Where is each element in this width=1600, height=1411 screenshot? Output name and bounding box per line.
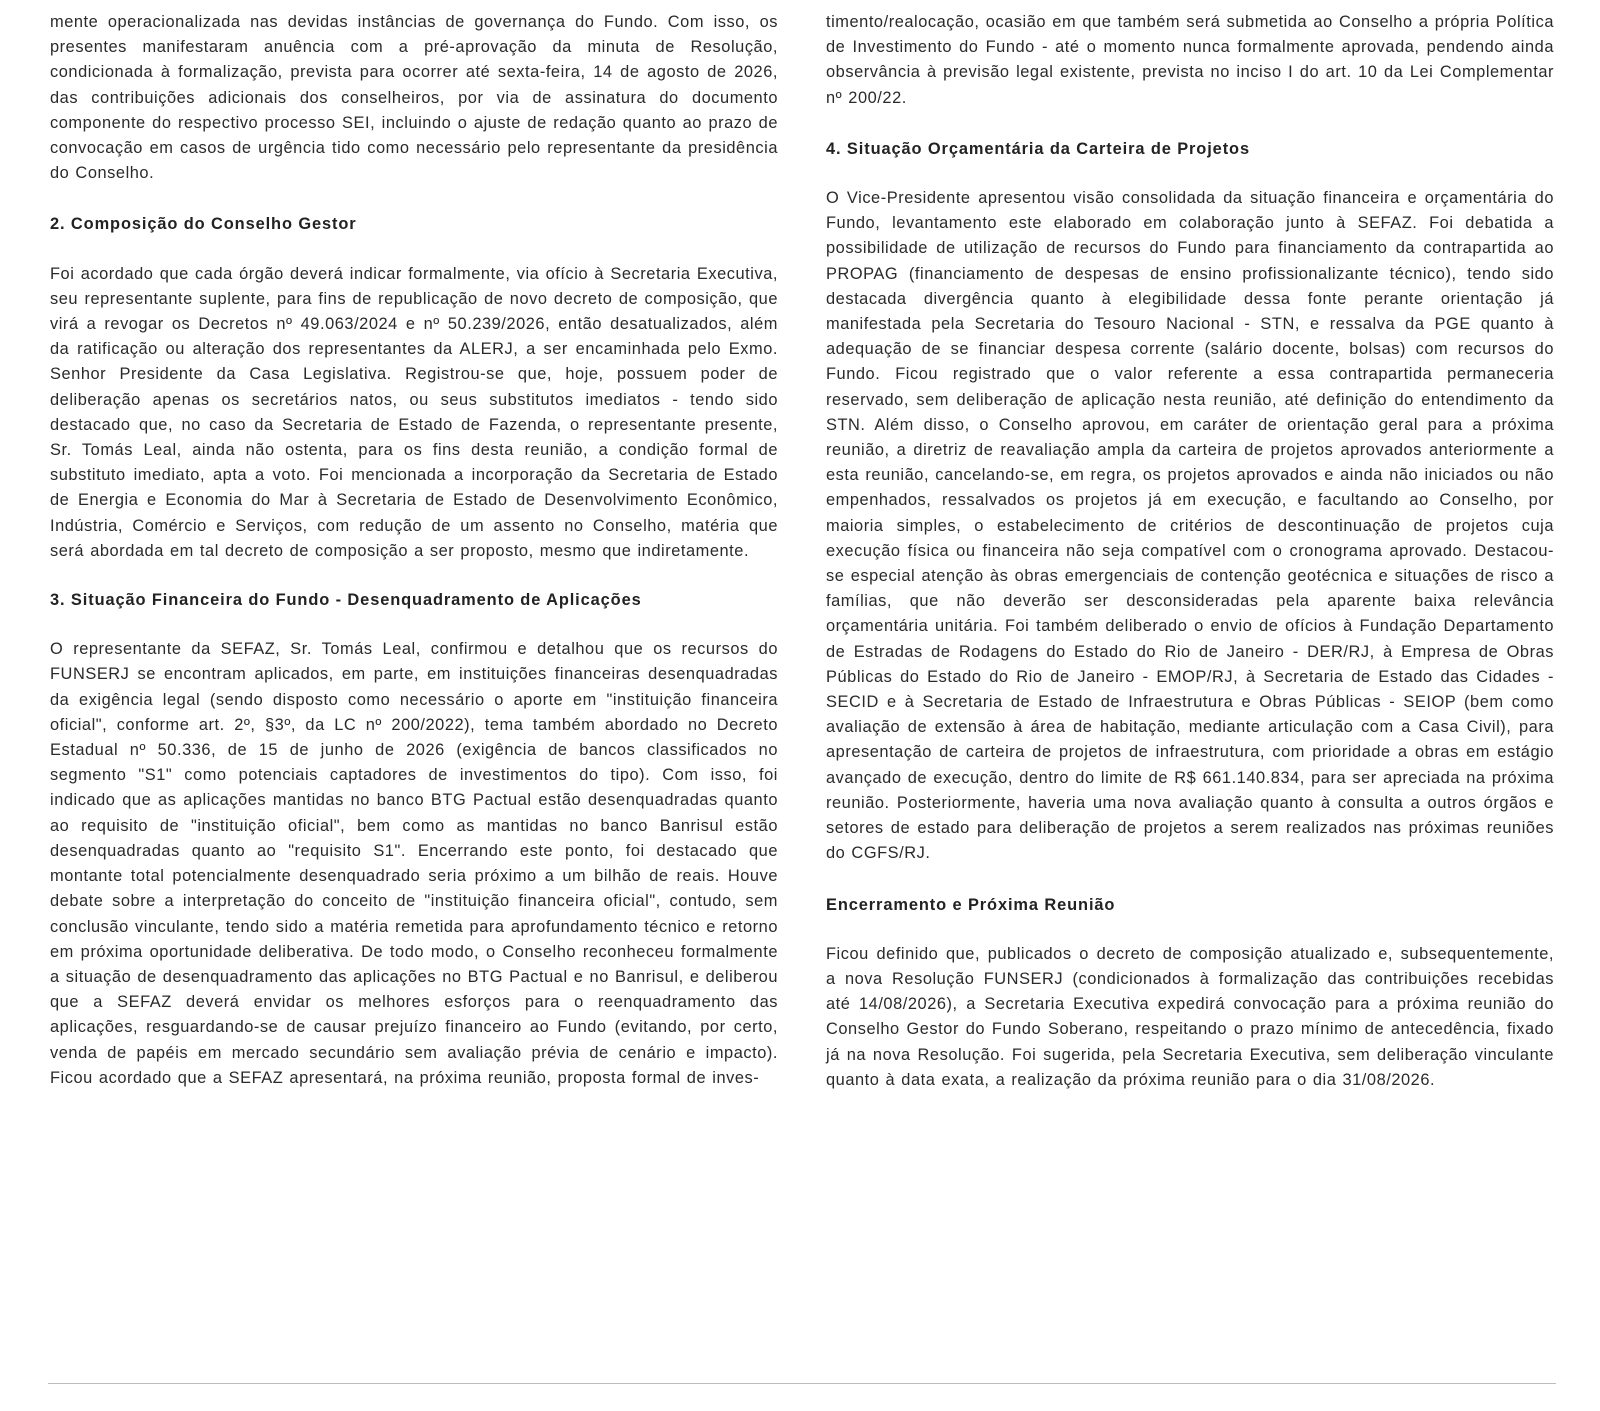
- left-column: [50, 10, 778, 1091]
- right-column: [826, 10, 1554, 1093]
- section-4-heading: 4. Situação Orçamentária da Carteira de Projetos: [826, 139, 1250, 158]
- footer-divider: [48, 1383, 1556, 1384]
- closing-paragraph: Ficou definido que, publicados o decreto de composição atualizado e, subsequentemente, a nova Resolução FUNSERJ (condicionados à formalização das contribuições recebidas até 14/08/2026), a Secretaria Executiva expedirá convocação para a próxima reunião do Conselho Gestor do Fundo Soberano, respeitando o prazo mínimo de antecedência, fixado já na nova Resolução. Foi sugerida, pela Secretaria Executiva, sem deliberação vinculante quanto à data exata, a realização da próxima reunião para o dia 31/08/2026.: [826, 944, 1554, 1089]
- section-2-paragraph: Foi acordado que cada órgão deverá indicar formalmente, via ofício à Secretaria Executiva, seu representante suplente, para fins de republicação de novo decreto de composição, que virá a revogar os Decretos nº 49.063/2024 e nº 50.239/2026, então desatualizados, além da ratificação ou alteração dos representantes da ALERJ, a ser encaminhada pelo Exmo. Senhor Presidente da Casa Legislativa. Registrou-se que, hoje, possuem poder de deliberação apenas os secretários natos, ou seus substitutos imediatos - tendo sido destacado que, no caso da Secretaria de Estado de Fazenda, o representante presente, Sr. Tomás Leal, ainda não ostenta, para os fins desta reunião, a condição formal de substituto imediato, apta a voto. Foi mencionada a incorporação da Secretaria de Estado de Energia e Economia do Mar à Secretaria de Estado de Desenvolvimento Econômico, Indústria, Comércio e Serviços, com redução de um assento no Conselho, matéria que será abordada em tal decreto de composição a ser proposto, mesmo que indiretamente.: [50, 264, 778, 560]
- section-3-paragraph: O representante da SEFAZ, Sr. Tomás Leal, confirmou e detalhou que os recursos do FUNSERJ se encontram aplicados, em parte, em instituições financeiras desenquadradas da exigência legal (sendo disposto como necessário o aporte em "instituição financeira oficial", conforme art. 2º, §3º, da LC nº 200/2022), tema também abordado no Decreto Estadual nº 50.336, de 15 de junho de 2026 (exigência de bancos classificados no segmento "S1" como potenciais captadores de investimentos do tipo). Com isso, foi indicado que as aplicações mantidas no banco BTG Pactual estão desenquadradas quanto ao requisito de "instituição oficial", bem como as mantidas no banco Banrisul estão desenquadradas quanto ao "requisito S1". Encerrando este ponto, foi destacado que montante total potencialmente desenquadrado seria próximo a um bilhão de reais. Houve debate sobre a interpretação do conceito de "instituição financeira oficial", contudo, sem conclusão vinculante, tendo sido a matéria remetida para aprofundamento técnico e retorno em próxima oportunidade deliberativa. De todo modo, o Conselho reconheceu formalmente a situação de desenquadramento das aplicações no BTG Pactual e no Banrisul, e deliberou que a SEFAZ deverá envidar os melhores esforços para o reenquadramento das aplicações, resguardando-se de causar prejuízo financeiro ao Fundo (evitando, por certo, venda de papéis em mercado secundário sem avaliação prévia de cenário e impacto). Ficou acordado que a SEFAZ apresentará, na próxima reunião, proposta formal de inves-: [50, 640, 778, 1087]
- intro-paragraph: mente operacionalizada nas devidas instâncias de governança do Fundo. Com isso, os presentes manifestaram anuência com a pré-aprovação da minuta de Resolução, condicionada à formalização, prevista para ocorrer até sexta-feira, 14 de agosto de 2026, das contribuições adicionais dos conselheiros, por via de assinatura do documento componente do respectivo processo SEI, incluindo o ajuste de redação quanto ao prazo de convocação em casos de urgência tido como necessário pelo representante da presidência do Conselho.: [50, 13, 778, 183]
- closing-heading: Encerramento e Próxima Reunião: [826, 895, 1116, 914]
- section-4-paragraph: O Vice-Presidente apresentou visão consolidada da situação financeira e orçamentária do Fundo, levantamento este elaborado em colaboração junto à SEFAZ. Foi debatida a possibilidade de utilização de recursos do Fundo para financiamento da contrapartida ao PROPAG (financiamento de despesas de ensino profissionalizante técnico), tendo sido destacada divergência quanto à elegibilidade dessa fonte perante orientação já manifestada pela Secretaria do Tesouro Nacional - STN, e ressalva da PGE quanto à adequação de se financiar despesa corrente (salário docente, bolsas) com recursos do Fundo. Ficou registrado que o valor referente a essa contrapartida permaneceria reservado, sem deliberação de aplicação nesta reunião, até definição do entendimento da STN. Além disso, o Conselho aprovou, em caráter de orientação geral para a próxima reunião, a diretriz de reavaliação ampla da carteira de projetos aprovados anteriormente a esta reunião, cancelando-se, em regra, os projetos aprovados e ainda não iniciados ou não empenhados, ressalvados os projetos já em execução, e facultando ao Conselho, por maioria simples, o estabelecimento de critérios de descontinuação de projetos cuja execução física ou financeira não seja compatível com o cronograma aprovado. Destacou-se especial atenção às obras emergenciais de contenção geotécnica e situações de risco a famílias, que não deverão ser desconsideradas pela aparente baixa relevância orçamentária unitária. Foi também deliberado o envio de ofícios à Fundação Departamento de Estradas de Rodagens do Estado do Rio de Janeiro - DER/RJ, à Empresa de Obras Públicas do Estado do Rio de Janeiro - EMOP/RJ, à Secretaria de Estado das Cidades - SECID e à Secretaria de Estado de Infraestrutura e Obras Públicas - SEIOP (bem como avaliação de extensão à área de habitação, mediante articulação com a Casa Civil), para apresentação de carteira de projetos de infraestrutura, com prioridade a obras em estágio avançado de execução, dentro do limite de R$ 661.140.834, para ser apreciada na próxima reunião. Posteriormente, haveria uma nova avaliação quanto à consulta a outros órgãos e setores de estado para deliberação de projetos a serem realizados nas próximas reuniões do CGFS/RJ.: [826, 189, 1554, 863]
- section-3-heading: 3. Situação Financeira do Fundo - Desenquadramento de Aplicações: [50, 591, 642, 610]
- continuation-paragraph: timento/realocação, ocasião em que também será submetida ao Conselho a própria Política de Investimento do Fundo - até o momento nunca formalmente aprovada, pendendo ainda observância à previsão legal existente, prevista no inciso I do art. 10 da Lei Complementar nº 200/22.: [826, 13, 1554, 107]
- section-2-heading: 2. Composição do Conselho Gestor: [50, 215, 357, 234]
